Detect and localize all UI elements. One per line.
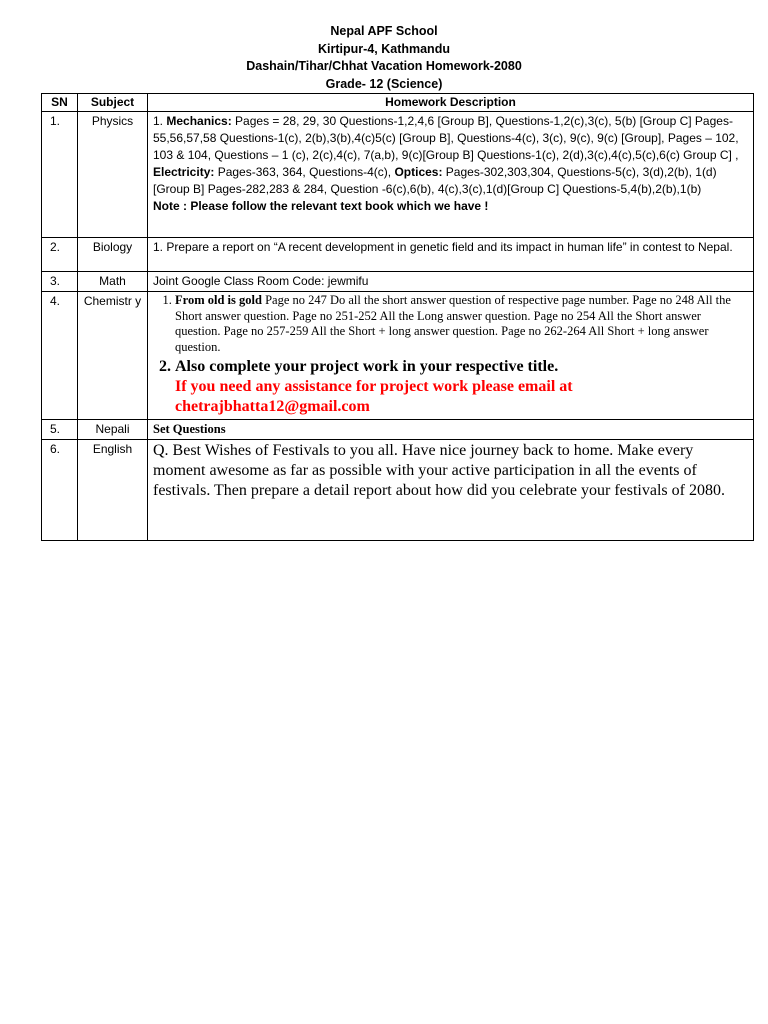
row-subject: Math bbox=[78, 272, 148, 292]
mechanics-text: Pages = 28, 29, 30 Questions-1,2,4,6 [Group B], Questions-1,2(c),3(c), 5(b) [Group C] Pages-55,56,57,58 Questions-1(c), 2(b),3(b),4(c)5(c) [Group B], Questions-4(c), 3(c), 9(c), 9(c) [Group], Pages – 102, 103 & 104, Questions – 1 (c), 2(c),4(c), 7(a,b), 9(c)[Group B] Questions-1(c), 2(d),3(c),4(c),5(c),6(c) Group C] , bbox=[153, 114, 739, 162]
optices-label: Optices: bbox=[394, 165, 443, 179]
column-header-subject: Subject bbox=[78, 94, 148, 112]
document-header bbox=[0, 23, 768, 93]
table-row-nepali bbox=[42, 420, 754, 440]
homework-table bbox=[41, 93, 754, 541]
row-subject: Physics bbox=[78, 112, 148, 238]
row-description bbox=[148, 292, 754, 420]
row-description bbox=[148, 112, 754, 238]
chemistry-list bbox=[153, 293, 748, 417]
row-sn: 5. bbox=[42, 420, 78, 440]
column-header-description: Homework Description bbox=[148, 94, 754, 112]
table-header-row bbox=[42, 94, 754, 112]
electricity-text: Pages-363, 364, Questions-4(c), bbox=[214, 165, 395, 179]
row-sn: 2. bbox=[42, 238, 78, 272]
grade-label: Grade- 12 (Science) bbox=[325, 76, 443, 91]
row-sn: 6. bbox=[42, 440, 78, 541]
row-subject: Nepali bbox=[78, 420, 148, 440]
homework-title: Dashain/Tihar/Chhat Vacation Homework-2080 bbox=[246, 59, 522, 73]
row-description: Set Questions bbox=[148, 420, 754, 440]
electricity-label: Electricity: bbox=[153, 165, 215, 179]
physics-number: 1. bbox=[153, 114, 167, 128]
chemistry-project-text: 2. Also complete your project work in your respective title. bbox=[175, 358, 559, 375]
row-description: Joint Google Class Room Code: jewmifu bbox=[148, 272, 754, 292]
row-subject: Chemistr y bbox=[78, 292, 148, 420]
table-row-math bbox=[42, 272, 754, 292]
chemistry-book-title: From old is gold bbox=[175, 293, 262, 307]
table-row-biology bbox=[42, 238, 754, 272]
chemistry-contact-email: chetrajbhatta12@gmail.com bbox=[175, 398, 370, 415]
table-row-english bbox=[42, 440, 754, 541]
row-sn: 3. bbox=[42, 272, 78, 292]
row-sn: 4. bbox=[42, 292, 78, 420]
row-subject: English bbox=[78, 440, 148, 541]
table-row-physics bbox=[42, 112, 754, 238]
chemistry-assistance-text: If you need any assistance for project work please email at bbox=[175, 378, 573, 395]
table-row-chemistry bbox=[42, 292, 754, 420]
school-address: Kirtipur-4, Kathmandu bbox=[318, 41, 450, 56]
mechanics-label: Mechanics: bbox=[166, 114, 232, 128]
list-item bbox=[175, 293, 748, 355]
chemistry-item1-text: Page no 247 Do all the short answer question of respective page number. Page no 248 All the Short answer question. Page no 251-252 All the Long answer question. Page no 254 All the Short answer question. Page no 257-259 All the Short + long answer question. Page no 262-264 All Short + long answer question. bbox=[175, 293, 731, 354]
row-description: Q. Best Wishes of Festivals to you all. Have nice journey back to home. Make every moment awesome as far as possible with your active participation in all the events of festivals. Then prepare a detail report about how did you celebrate your festivals of 2080. bbox=[148, 440, 754, 541]
physics-note: Note : Please follow the relevant text book which we have ! bbox=[153, 199, 489, 213]
row-description: 1. Prepare a report on “A recent development in genetic field and its impact in human life” in contest to Nepal. bbox=[148, 238, 754, 272]
row-sn: 1. bbox=[42, 112, 78, 238]
school-name: Nepal APF School bbox=[330, 24, 438, 38]
row-subject: Biology bbox=[78, 238, 148, 272]
optices-text: Pages-302,303,304, Questions-5(c), 3(d),2(b), 1(d) [Group B] Pages-282,283 & 284, Question -6(c),6(b), 4(c),3(c),1(d)[Group C] Questions-5,4(b),2(b),1(b) bbox=[153, 165, 717, 196]
column-header-sn: SN bbox=[42, 94, 78, 112]
list-item bbox=[175, 357, 748, 417]
